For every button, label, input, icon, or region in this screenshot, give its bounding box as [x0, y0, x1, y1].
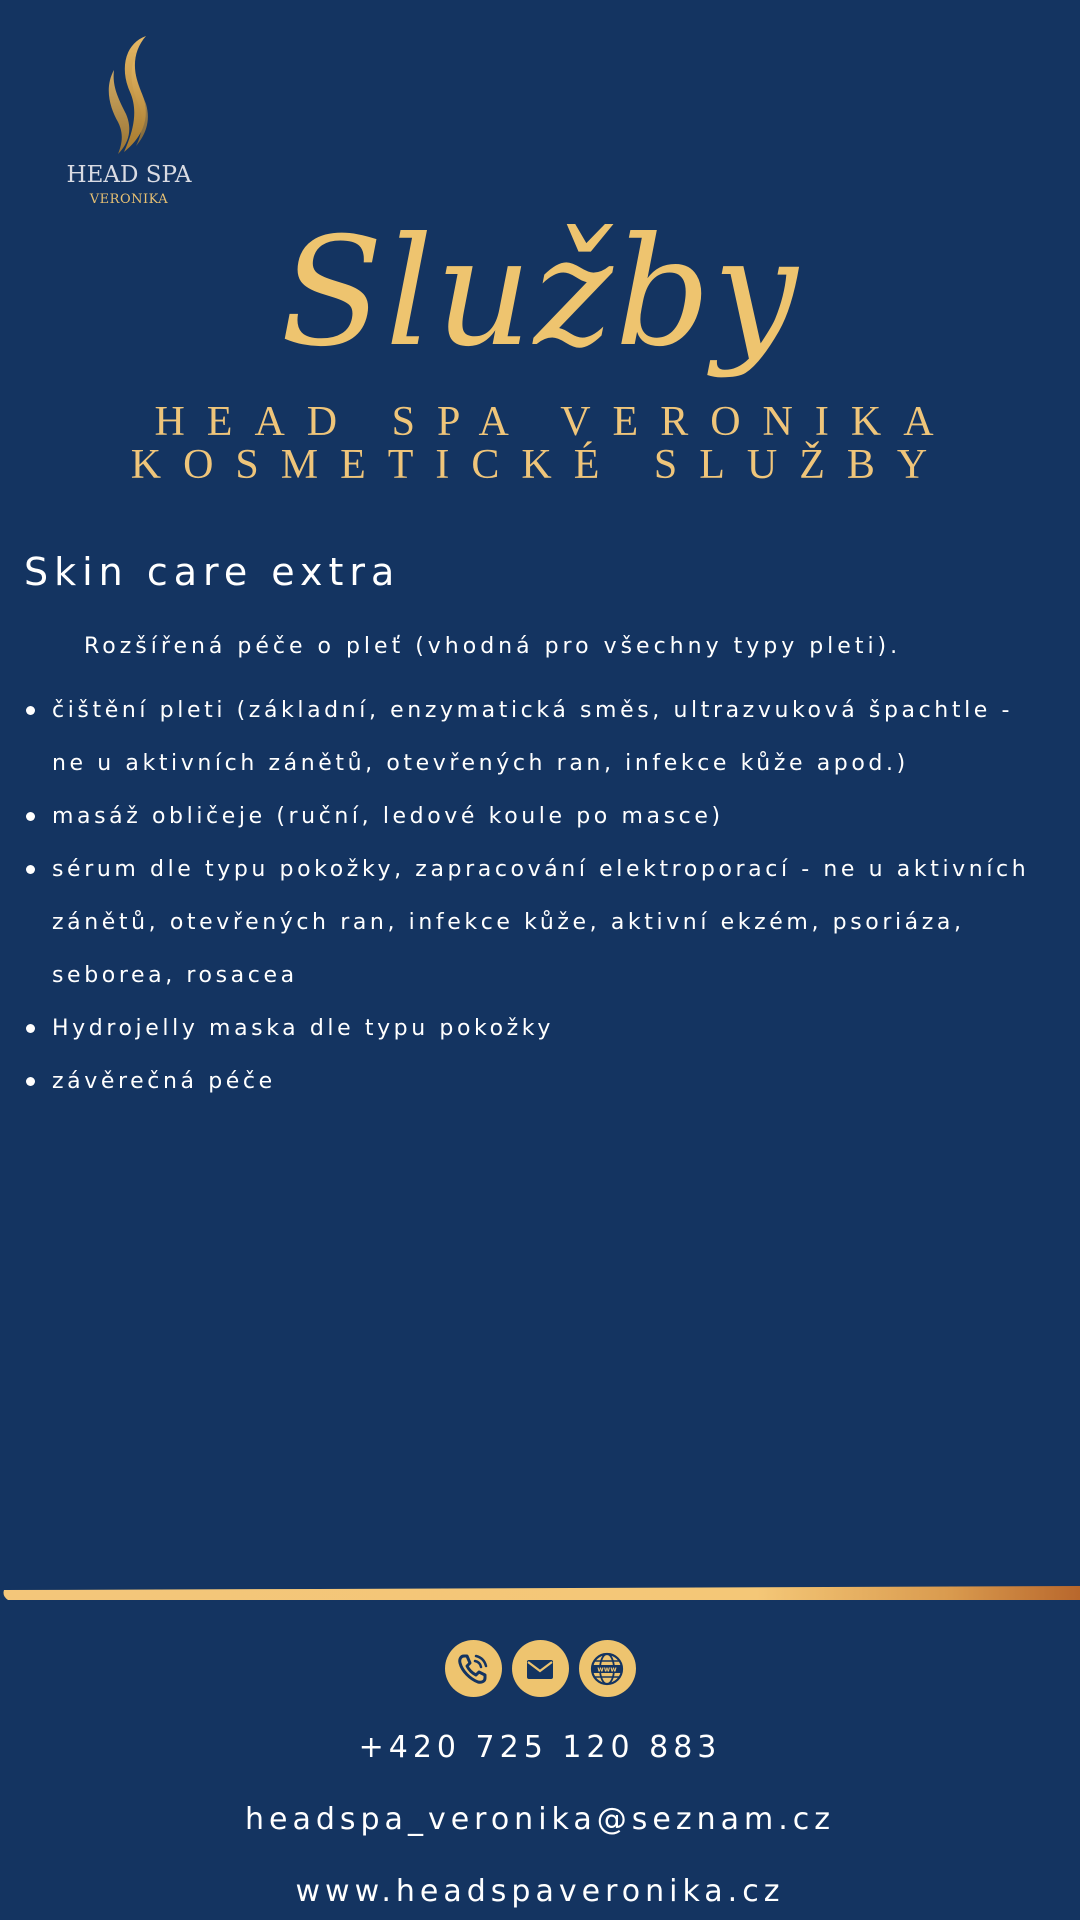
list-item-text: masáž obličeje (ruční, ledové koule po masce)	[52, 804, 724, 829]
bullet-icon	[26, 865, 35, 874]
list-item	[26, 684, 1056, 790]
contact-icons	[0, 1640, 1080, 1697]
logo-subtitle: VERONIKA	[89, 192, 169, 207]
gold-brush-divider	[0, 1582, 1080, 1606]
bullet-icon	[26, 812, 35, 821]
list-item-text: sérum dle typu pokožky, zapracování elektroporací - ne u aktivních zánětů, otevřených ran, infekce kůže, aktivní ekzém, psoriáza, seborea, rosacea	[52, 857, 1030, 988]
contact-email[interactable]: headspa_veronika@seznam.cz	[244, 1802, 835, 1837]
service-list	[26, 684, 1056, 1108]
phone-icon[interactable]	[445, 1640, 502, 1697]
contact-website[interactable]: www.headspaveronika.cz	[295, 1874, 785, 1909]
email-icon[interactable]	[512, 1640, 569, 1697]
service-intro: Rozšířená péče o pleť (vhodná pro všechny typy pleti).	[84, 634, 902, 659]
list-item	[26, 1055, 1056, 1108]
list-item	[26, 790, 1056, 843]
hair-flame-icon	[84, 30, 174, 160]
bullet-icon	[26, 1077, 35, 1086]
list-item-text: čištění pleti (základní, enzymatická směs, ultrazvuková špachtle - ne u aktivních zánětů, otevřených ran, infekce kůže apod.)	[52, 698, 1014, 776]
brand-line-2: KOSMETICKÉ SLUŽBY	[130, 442, 950, 488]
svg-text:www: www	[597, 1665, 617, 1673]
list-item-text: Hydrojelly maska dle typu pokožky	[52, 1016, 554, 1041]
web-icon[interactable]	[579, 1640, 636, 1697]
logo-title: HEAD SPA	[66, 162, 192, 188]
section-heading: Skin care extra	[24, 550, 401, 594]
brand-line-1: HEAD SPA VERONIKA	[154, 399, 956, 445]
bullet-icon	[26, 1024, 35, 1033]
bullet-icon	[26, 706, 35, 715]
list-item	[26, 1002, 1056, 1055]
list-item	[26, 843, 1056, 1002]
contact-phone[interactable]: +420 725 120 883	[358, 1730, 722, 1765]
list-item-text: závěrečná péče	[52, 1069, 276, 1094]
page-title: Služby	[280, 206, 800, 380]
logo	[54, 30, 204, 220]
